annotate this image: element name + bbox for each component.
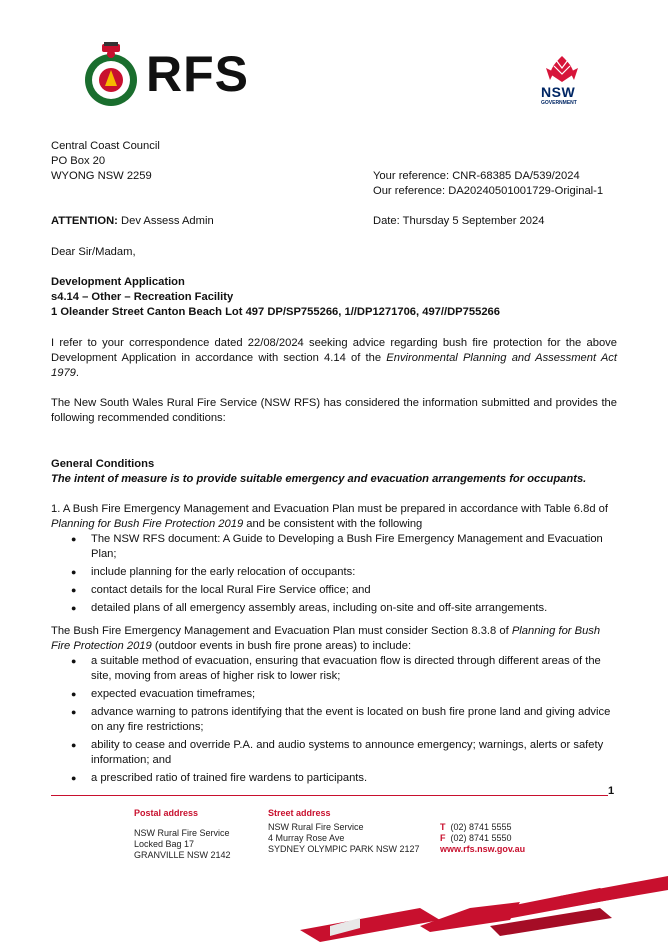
address-line: WYONG NSW 2259 (51, 170, 152, 182)
subject-block (51, 275, 500, 320)
list-item: ● contact details for the local Rural Fire Service office; and (51, 583, 611, 598)
condition-text: The Bush Fire Emergency Management and Evacuation Plan must consider Section 8.3.8 of (51, 625, 512, 637)
street-line: NSW Rural Fire Service (268, 822, 364, 832)
street-line: SYDNEY OLYMPIC PARK NSW 2127 (268, 844, 420, 854)
street-line: 4 Murray Rose Ave (268, 833, 345, 843)
para-text: I refer to your correspondence dated 22/08/2024 seeking advice regarding bush fire protection for the above Development Application in accordance with section 4.14 of the (51, 337, 617, 364)
para-text: . (75, 367, 79, 379)
condition-2-list (51, 654, 621, 789)
fax-label: F (440, 833, 446, 843)
postal-address (134, 808, 231, 861)
act-title: Environmental Planning and Assessment Act 1979 (51, 352, 617, 379)
fax-number: (02) 8741 5550 (450, 833, 512, 843)
intro-paragraph (51, 336, 617, 381)
phone-number: (02) 8741 5555 (450, 822, 512, 832)
list-item: ● ability to cease and override P.A. and audio systems to announce emergency; warnings, alerts or safety information; and (51, 738, 621, 768)
nsw-government-logo (538, 54, 586, 110)
your-reference: Your reference: CNR-68385 DA/539/2024 (373, 170, 580, 182)
website-link[interactable]: www.rfs.nsw.gov.au (440, 844, 526, 854)
rfs-crest-icon (80, 42, 142, 108)
salutation: Dear Sir/Madam, (51, 246, 136, 258)
footer-divider (51, 795, 608, 796)
pbp-title: Planning for Bush Fire Protection 2019 (51, 518, 244, 530)
footer-stripes-icon (0, 866, 668, 946)
list-item: ● a suitable method of evacuation, ensuring that evacuation flow is directed through different areas of the site, moving from areas of higher risk to lower risk; (51, 654, 621, 684)
considered-paragraph: The New South Wales Rural Fire Service (NSW RFS) has considered the information submitted and provides the following recommended conditions: (51, 397, 617, 424)
condition-text: 1. A Bush Fire Emergency Management and Evacuation Plan must be prepared in accordance with Table 6.8d of (51, 503, 609, 515)
rfs-logo (80, 42, 260, 108)
condition-text: (outdoor events in bush fire prone areas) to include: (151, 640, 412, 652)
list-item: ● expected evacuation timeframes; (51, 687, 621, 702)
condition-1 (51, 502, 617, 532)
recipient-address (51, 139, 160, 184)
postal-heading: Postal address (134, 808, 199, 818)
rfs-wordmark: RFS (146, 46, 249, 102)
condition-2 (51, 624, 617, 654)
street-address (268, 808, 420, 855)
list-item: ● The NSW RFS document: A Guide to Developing a Bush Fire Emergency Management and Evacuation Plan; (51, 532, 611, 562)
list-item: ● advance warning to patrons identifying that the event is located on bush fire prone land and giving advice on any fire restrictions; (51, 705, 621, 735)
condition-1-list (51, 532, 611, 619)
list-item: ● a prescribed ratio of trained fire wardens to participants. (51, 771, 621, 786)
pbp-title: Planning for Bush Fire Protection 2019 (51, 625, 601, 652)
general-conditions-heading: General Conditions (51, 458, 155, 470)
list-item: ● detailed plans of all emergency assembly areas, including on-site and off-site arrangements. (51, 601, 611, 616)
subject-line: 1 Oleander Street Canton Beach Lot 497 DP/SP755266, 1//DP1271706, 497//DP755266 (51, 306, 500, 318)
letter-date: Date: Thursday 5 September 2024 (373, 215, 545, 227)
subject-line: Development Application (51, 276, 185, 288)
page-number: 1 (608, 785, 615, 797)
attention-line (51, 214, 214, 229)
nsw-logo-text: NSW (541, 84, 576, 100)
postal-line: GRANVILLE NSW 2142 (134, 850, 231, 860)
waratah-icon (542, 54, 582, 84)
intent-statement: The intent of measure is to provide suitable emergency and evacuation arrangements for occupants. (51, 473, 587, 485)
street-heading: Street address (268, 808, 331, 818)
address-line: PO Box 20 (51, 155, 106, 167)
condition-text: and be consistent with the following (243, 518, 423, 530)
subject-line: s4.14 – Other – Recreation Facility (51, 291, 234, 303)
postal-line: NSW Rural Fire Service (134, 828, 230, 838)
attention-label: ATTENTION: (51, 215, 118, 227)
address-line: Central Coast Council (51, 140, 160, 152)
our-reference: Our reference: DA20240501001729-Original-1 (373, 185, 604, 197)
references (373, 169, 603, 199)
contact-details (440, 822, 525, 855)
postal-line: Locked Bag 17 (134, 839, 195, 849)
list-item: ● include planning for the early relocation of occupants: (51, 565, 611, 580)
phone-label: T (440, 822, 446, 832)
nsw-logo-sub: GOVERNMENT (541, 100, 577, 106)
attention-value: Dev Assess Admin (117, 215, 214, 227)
